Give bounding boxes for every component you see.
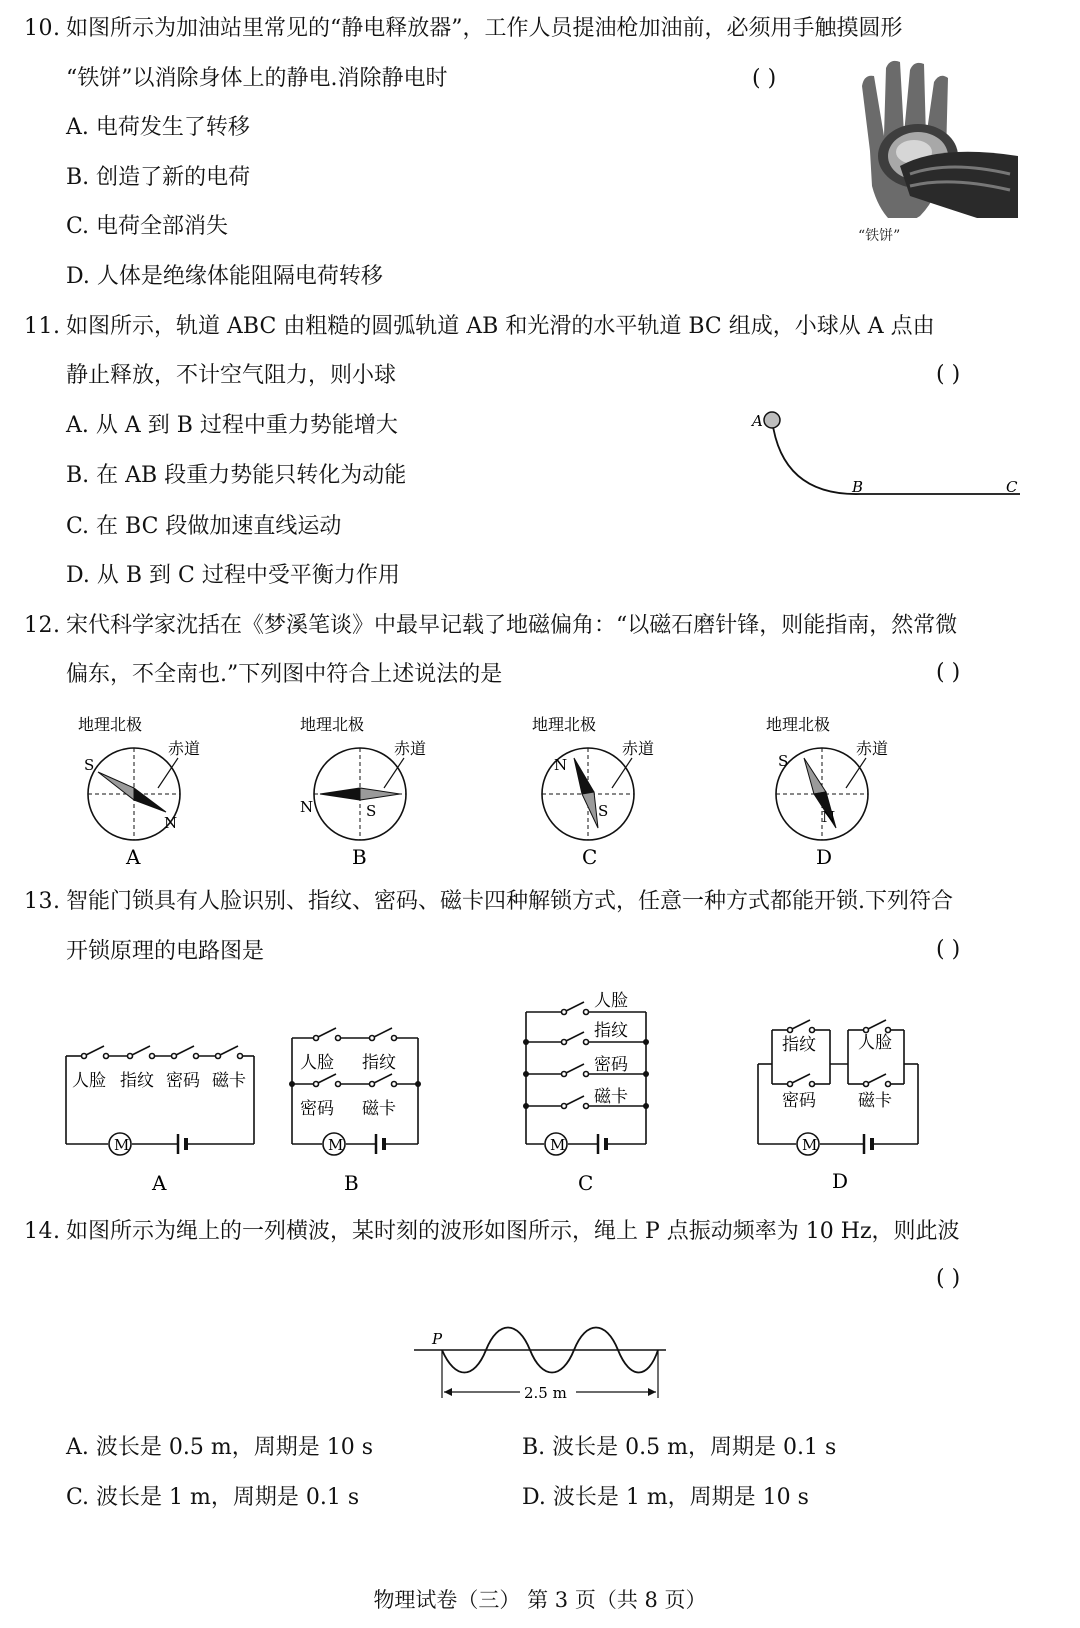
needle-n-half <box>320 788 360 800</box>
pole-n-label: N <box>554 756 568 774</box>
north-pole-label: 地理北极 <box>78 715 143 734</box>
pole-n-label: N <box>822 808 836 826</box>
choice-c-label: C <box>578 1171 594 1195</box>
switch-finger-label: 指纹 <box>120 1071 154 1091</box>
pole-n-label: N <box>164 814 178 832</box>
switch-card-label: 磁卡 <box>362 1099 396 1119</box>
point-c-label: C <box>1006 478 1018 496</box>
q11-option-c: C. 在 BC 段做加速直线运动 <box>66 514 342 539</box>
switch-finger-label: 指纹 <box>362 1053 396 1073</box>
switch-card-label: 磁卡 <box>212 1071 246 1091</box>
north-pole-label: 地理北极 <box>300 715 365 734</box>
q11-option-d: D. 从 B 到 C 过程中受平衡力作用 <box>66 563 400 588</box>
track-path <box>772 420 1020 494</box>
north-pole-label: 地理北极 <box>766 715 831 734</box>
q10-number: 10. <box>24 16 61 41</box>
q12-stem-line2: 偏东，不全南也.”下列图中符合上述说法的是 <box>66 662 503 687</box>
switch-face-label: 人脸 <box>858 1033 892 1053</box>
transverse-wave-figure <box>410 1318 680 1408</box>
length-label: 2.5 m <box>524 1384 567 1402</box>
circuit-option-b <box>286 1014 436 1200</box>
q10-option-d: D. 人体是绝缘体能阻隔电荷转移 <box>66 264 383 289</box>
q14-number: 14. <box>24 1219 61 1244</box>
switch-finger-label: 指纹 <box>594 1021 628 1041</box>
choice-a-label: A <box>152 1171 167 1195</box>
equator-label: 赤道 <box>622 739 655 758</box>
compass-option-c <box>518 708 688 868</box>
choice-d-label: D <box>832 1169 849 1193</box>
ball <box>764 412 780 428</box>
q11-stem-line2: 静止释放，不计空气阻力，则小球 <box>66 363 397 388</box>
q10-option-c: C. 电荷全部消失 <box>66 214 229 239</box>
switch-card-label: 磁卡 <box>594 1087 628 1107</box>
page-footer: 物理试卷（三） 第 3 页（共 8 页） <box>373 1588 707 1612</box>
q13-stem-line1: 智能门锁具有人脸识别、指纹、密码、磁卡四种解锁方式，任意一种方式都能开锁.下列符合 <box>66 889 953 914</box>
q11-option-b: B. 在 AB 段重力势能只转化为动能 <box>66 463 407 488</box>
q13-number: 13. <box>24 889 61 914</box>
choice-b-label: B <box>352 845 367 869</box>
compass-option-b <box>286 708 456 868</box>
needle-s-half <box>582 792 598 828</box>
q14-option-a: A. 波长是 0.5 m，周期是 10 s <box>66 1435 373 1460</box>
needle-s-half <box>804 758 826 794</box>
choice-c-label: C <box>582 845 598 869</box>
q12-answer-paren: ( ) <box>936 660 961 685</box>
q12-number: 12. <box>24 613 61 638</box>
pole-s-label: S <box>598 802 609 820</box>
track-abc-figure <box>752 408 1030 508</box>
q14-answer-paren: ( ) <box>936 1266 961 1291</box>
equator-label: 赤道 <box>856 739 889 758</box>
pole-s-label: S <box>778 752 789 770</box>
q10-stem-line2: “铁饼”以消除身体上的静电.消除静电时 <box>66 66 448 91</box>
circuit-option-d <box>752 1012 932 1200</box>
switch-face-label: 人脸 <box>594 991 628 1011</box>
pole-s-label: S <box>366 802 377 820</box>
equator-label: 赤道 <box>394 739 427 758</box>
compass-option-a <box>60 708 230 868</box>
equator-label: 赤道 <box>168 739 201 758</box>
choice-d-label: D <box>816 845 833 869</box>
motor-label: M <box>550 1136 566 1154</box>
q13-answer-paren: ( ) <box>936 937 961 962</box>
q10-option-a: A. 电荷发生了转移 <box>66 115 250 140</box>
motor-label: M <box>328 1136 344 1154</box>
switch-face-label: 人脸 <box>300 1053 334 1073</box>
choice-a-label: A <box>126 845 141 869</box>
switch-code-label: 密码 <box>166 1071 200 1091</box>
q14-option-b: B. 波长是 0.5 m，周期是 0.1 s <box>522 1435 837 1460</box>
point-p-label: P <box>432 1330 443 1348</box>
q12-stem-line1: 宋代科学家沈括在《梦溪笔谈》中最早记载了地磁偏角：“以磁石磨针锋，则能指南，然常微 <box>66 613 958 638</box>
motor-label: M <box>802 1136 818 1154</box>
point-a-label: A <box>752 412 763 430</box>
pole-n-label: N <box>300 798 314 816</box>
switch-finger-label: 指纹 <box>782 1035 816 1055</box>
q14-option-c: C. 波长是 1 m，周期是 0.1 s <box>66 1485 360 1510</box>
pole-s-label: S <box>84 756 95 774</box>
switch-code-label: 密码 <box>782 1091 816 1111</box>
north-pole-label: 地理北极 <box>532 715 597 734</box>
q11-option-a: A. 从 A 到 B 过程中重力势能增大 <box>66 413 398 438</box>
switch-code-label: 密码 <box>594 1055 628 1075</box>
point-b-label: B <box>852 478 864 496</box>
choice-b-label: B <box>344 1171 359 1195</box>
compass-option-d <box>752 708 922 868</box>
circuit-option-a <box>58 1030 268 1200</box>
switch-face-label: 人脸 <box>72 1071 106 1091</box>
q10-answer-paren: ( ) <box>752 66 777 91</box>
photo-caption: “铁饼” <box>858 228 901 244</box>
q11-number: 11. <box>24 314 61 339</box>
needle-n-half <box>134 788 166 812</box>
static-discharger-photo <box>840 56 1018 248</box>
q11-stem-line1: 如图所示，轨道 ABC 由粗糙的圆弧轨道 AB 和光滑的水平轨道 BC 组成，小球从 A 点由 <box>66 314 935 339</box>
q14-stem-line1: 如图所示为绳上的一列横波，某时刻的波形如图所示，绳上 P 点振动频率为 10 Hz，则此波 <box>66 1219 960 1244</box>
q11-answer-paren: ( ) <box>936 362 961 387</box>
q13-stem-line2: 开锁原理的电路图是 <box>66 939 265 964</box>
needle-s-half <box>360 788 400 800</box>
switch-card-label: 磁卡 <box>858 1091 892 1111</box>
needle-n-half <box>574 758 594 794</box>
q10-option-b: B. 创造了新的电荷 <box>66 165 251 190</box>
needle-s-half <box>98 772 134 800</box>
motor-label: M <box>114 1136 130 1154</box>
switch-code-label: 密码 <box>300 1099 334 1119</box>
circuit-option-c <box>516 984 676 1200</box>
q14-option-d: D. 波长是 1 m，周期是 10 s <box>522 1485 809 1510</box>
q10-stem-line1: 如图所示为加油站里常见的“静电释放器”，工作人员提油枪加油前，必须用手触摸圆形 <box>66 16 903 41</box>
